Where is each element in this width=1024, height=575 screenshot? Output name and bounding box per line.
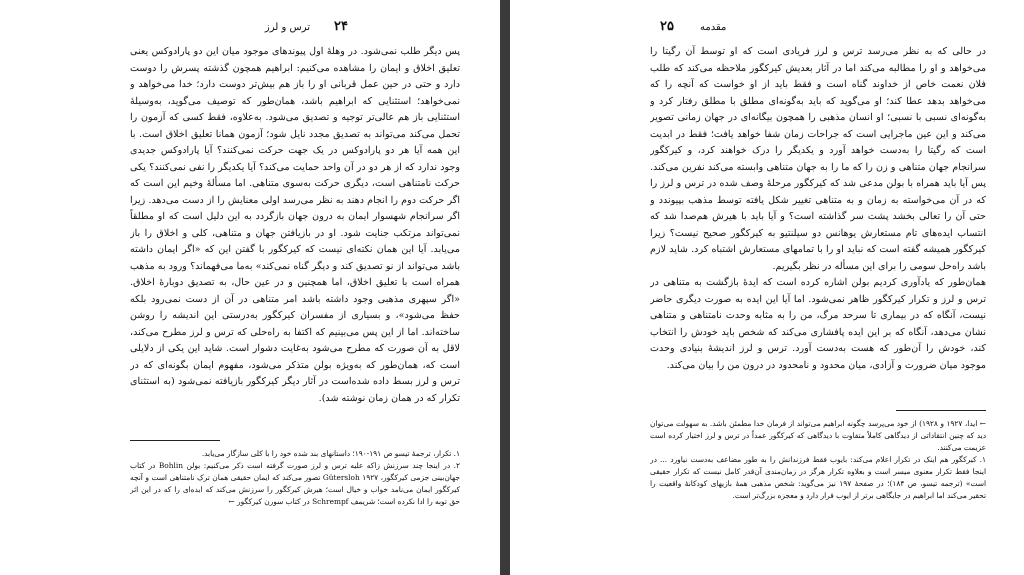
body-text xyxy=(650,44,986,399)
page-number: ۲۵ xyxy=(660,19,674,34)
running-head: مقدمه xyxy=(700,22,727,33)
left-page xyxy=(0,0,500,575)
footnote-divider xyxy=(130,440,220,441)
footnote: ۲. در اینجا چند سرزنش زاکه علیه ترس و لرز صورت گرفته است ذکر می‌کنیم: بولن Bohlin در کتاب جهان‌بینی جزمی کیرکگور، Gütersloh ۱۹۲۷ تصور می‌کند که ایمان حقیقی همان ترک نامتناهی است و آنچه کیرکگور ایمان می‌نامد خواب و خیال است؛ هیرش کیرکگور را سرزنش می‌کند که ایده‌ای را که در این اثر حق توبه را ادا نکرده است؛ شریمف Schrempf در کتاب سورن کیرکگور ← xyxy=(130,461,460,506)
page-gutter xyxy=(500,0,510,575)
footnote: ۱. تکرار، ترجمهٔ تیسو ص ۱۹۱-۱۹۰؛ داستانهای بند شده خود را با کلی سازگار می‌یابد. xyxy=(201,449,460,458)
body-text xyxy=(130,44,460,429)
page-number: ۲۴ xyxy=(334,19,348,34)
footnote: ۱. کیرکگور هم اینک در تکرار اعلام می‌کند: بایوب فقط فرزندانش را به طور مضاعف به‌دست نیاورد ... در اینجا فقط تکرار معنوی میسر است و بعلاوه تکرار هرگز در زمان‌مندی آن‌قدر کامل نیست که تکرار حقیقی است» (ترجمه تیسو، ص ۱۸۴)؛ در صفحهٔ ۱۹۷ نیز می‌گوید: شخص مذهبی همهٔ بازیهای کودکانهٔ واقعیت را تحقیر می‌کند اما ابراهیم در جایگاهی برتر از ایوب قرار دارد و معجزه بزرگ‌تر است. xyxy=(650,455,986,500)
paragraph: پس دیگر طلب نمی‌شود. در وهلهٔ اول پیوندهای موجود میان این دو پارادوکس یعنی تعلیق اخلاق و ایمان را مشاهده می‌کنیم: ابراهیم همچون گذشته پسرش را دوست دارد و حتی در حین عمل قربانی او را باز هم بیش‌تر دوست دارد؛ خدا می‌خواهد و نمی‌خواهد؛ استثنایی که ابراهیم باشد، همان‌طور که توصیف می‌گوید، به‌وسیلهٔ استثنایی باز هم عالی‌تر توجیه و تصدیق می‌شود. به‌علاوه، فقط کسی که آزمون را تحمل می‌کند می‌تواند به تصدیق مجدد نایل شود؛ آزمون همانا تعلیق اخلاق است. با این همه آیا هر دو پارادوکس در یک جهت حرکت نمی‌کنند؟ آیا پارادوکس جدیدی وجود ندارد که از هر دو در آن واحد حمایت می‌کند؟ آیا یکدیگر را نفی نمی‌کنند؟ یکی حرکت نامتناهی است، دیگری حرکت به‌سوی متناهی. اما مسألهٔ وخیم این است که اگر حرکت دوم را انجام دهند به نظر می‌رسد اولی معنایش را از دست می‌دهد. زیرا اگر سرانجام شهسوار ایمان به درون جهان بازگردد به این دلیل است که او مطلقاً نمی‌تواند مرتکب جنایت شود. او در بازیافتن جهان و متناهی، کلی و اخلاق را باز می‌یابد. آیا این همان نکته‌ای نیست که کیرکگور با گفتن این که «اگر ایمان داشته باشد می‌تواند از نو تصدیق کند و دیگر گناه نمی‌کند» به‌ما می‌فهماند؟ ورود به مذهب همراه است با تعلیق اخلاق، اما همچنین و در عین حال، به تصدیق دوبارهٔ اخلاق. «اگر سپهری مذهبی وجود داشته باشد امر متناهی در آن از دست نمی‌رود بلکه حفظ می‌شود»، و بسیاری از مفسران کیرکگور به‌درستی این اندیشه را روشن ساخته‌اند. اما از این پس می‌بینیم که اکتفا به راه‌حلی که ترس و لرز مطرح می‌کند، لاقل به آن صورت که مطرح می‌شود به‌غایت دشوار است. شاید این یکی از دلایلی است که، همان‌طور که به‌ویژه بولن متذکر می‌شود، مفهوم ایمان بگونه‌ای که در ترس و لرز بسط داده شده‌است در آثار دیگر کیرکگور بازیافته نمی‌شود (به استثنای تکرار که در همان زمان نوشته شد). xyxy=(130,46,460,404)
right-page xyxy=(510,0,1024,575)
footnote: ← ایدا، ۱۹۲۷ و ۱۹۲۸) از خود می‌پرسد چگونه ابراهیم می‌تواند از فرمان خدا مطمئن باشد. به سهولت می‌توان دید که چنین انتقاداتی از دیدگاهی کاملاً متفاوت با دیدگاهی که کیرکگور عمداً در ترس و لرز اختیار کرده است عزیمت می‌کنند. xyxy=(650,419,986,452)
footnote-divider xyxy=(896,410,986,411)
footnotes xyxy=(130,448,460,563)
paragraph: همان‌طور که یادآوری کردیم بولن اشاره کرده است که ایدهٔ بازگشت به متناهی در ترس و لرز و تکرار کیرکگور ظاهر نمی‌شود. اما آیا این ایده به صورت دیگری حاضر نیست، آنگاه که در بیماری تا سرحد مرگ، من را به مثابه وحدت نامتناهی و متناهی نشان می‌دهد، آنگاه که بر این ایده پافشاری می‌کند که شخص باید خودش را انتخاب کند، خودش را آن‌طور که هست به‌دست آورد. ترس و لرز اندیشهٔ بنیادی وحدت موجود میان ضرورت و آزادی، میان محدود و نامحدود در درون من را بیان می‌کند. xyxy=(650,277,986,371)
paragraph: در حالی که به نظر می‌رسد ترس و لرز فریادی است که او توسط آن رگیتا را می‌خواهد و او را مطالبه می‌کند اما در آثار بعدیش کیرکگور ملاحظه می‌کند که طلب فلان نعمت خاص از خداوند گناه است و فقط باید از او خواست که آنچه را که می‌خواهد بدهد عطا کند؛ او می‌گوید که باید به‌گونه‌ای مطلق با مطلق رفتار کرد و به‌گونه‌ای نسبی با نسبی؛ او انسان مذهبی را همچون بیگانه‌ای در جهان زمانی تصویر می‌کند و این عین ماجرایی است که جراحات زمان شفا خواهد یافت؛ فقط در ابدیت است که رگیتا را به‌دست خواهد آورد و یکدیگر را درک خواهند کرد، و کیرکگور سرانجام جهان متناهی و زن را که ما را به جهان متناهی وابسته می‌کند نفرین می‌کند. پس آیا باید همراه با بولن مدعی شد که کیرکگور مرحلهٔ وصف شده در ترس و لرز را که در آن می‌خواسته به زمان و به متناهی تغییر شکل یافته توسط مذهب بپیوندد و حتی آن را تعالی بخشد پشت سر گذاشته است؟ و آیا باید با هیرش هم‌صدا شد که انتساب ایده‌های تام مستعارش یوهانس دو سیلنتیو به کیرکگور صحیح نیست؟ زیرا کیرکگور همیشه گفته است که نباید او را با تمامهای مستعارش اشتباه کرد. شاید لازم باشد راه‌حل سومی را برای این مسأله در نظر بگیریم. xyxy=(650,46,986,272)
footnotes xyxy=(650,418,986,558)
running-head: ترس و لرز xyxy=(264,22,310,33)
